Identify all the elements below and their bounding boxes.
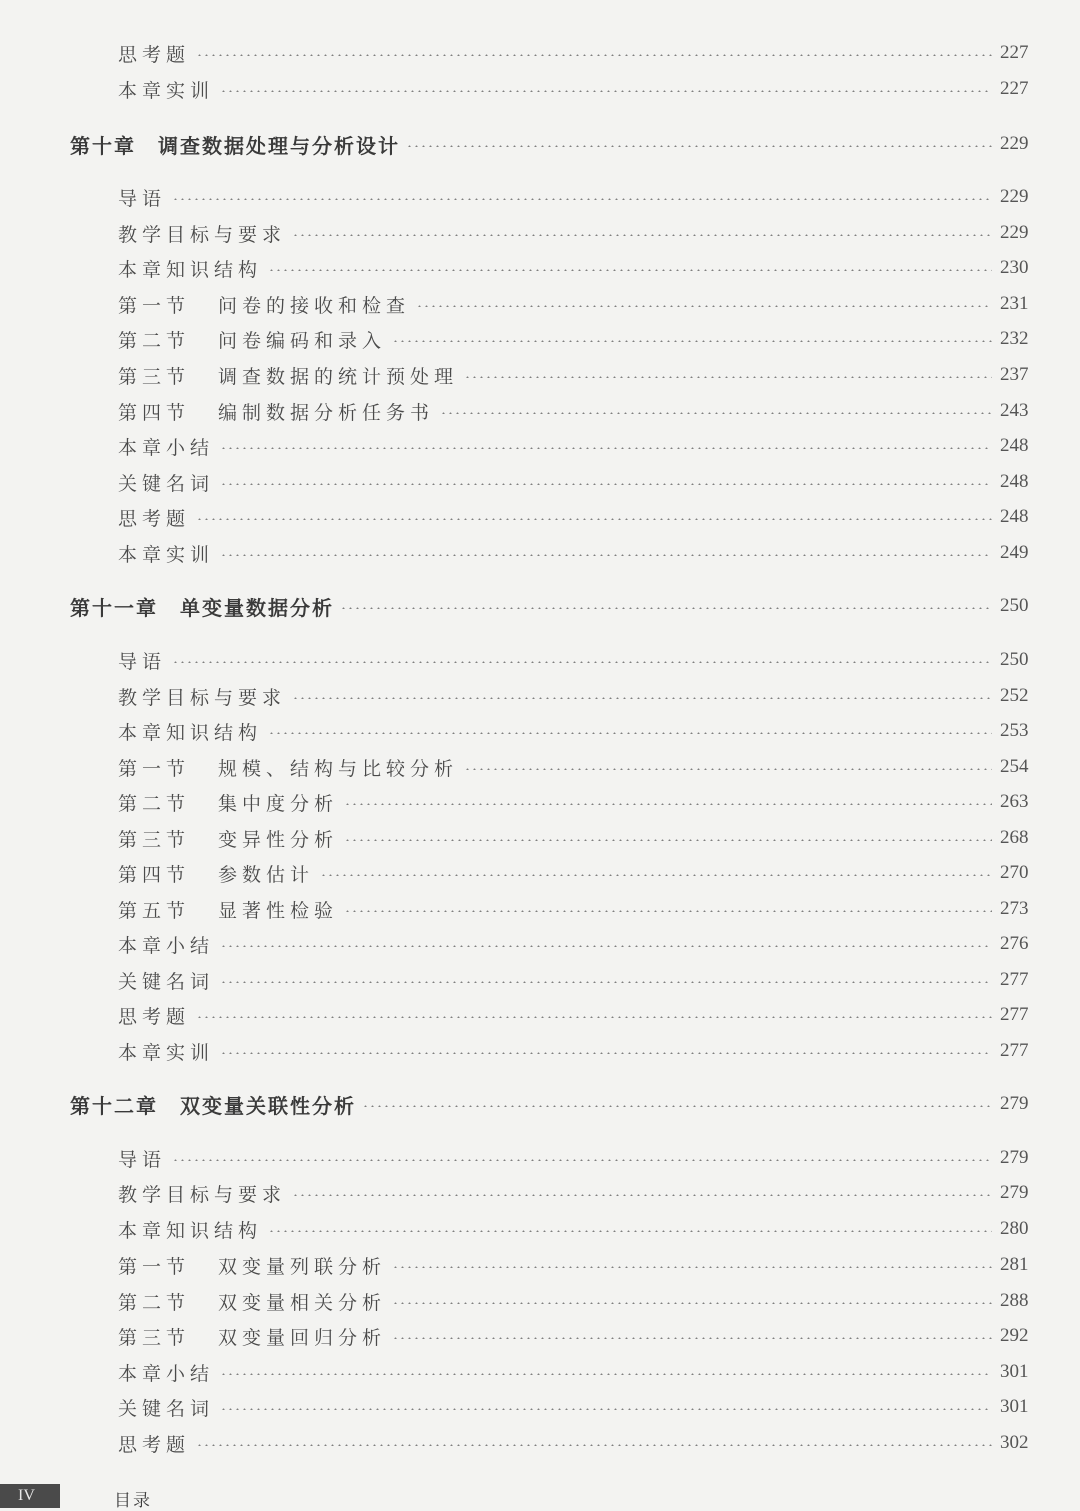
- section-number: 第三节: [118, 365, 191, 388]
- toc-entry-row[interactable]: [0, 1036, 1080, 1066]
- leader-dots: [220, 981, 992, 983]
- leader-dots: [172, 661, 992, 663]
- toc-section-title: [118, 789, 338, 816]
- toc-entry-row[interactable]: [0, 1392, 1080, 1422]
- toc-page-number: 276: [1000, 933, 1029, 954]
- toc-entry-title: 本章实训: [118, 79, 215, 102]
- toc-page-number: 229: [1000, 133, 1029, 154]
- leader-dots: [172, 1159, 992, 1161]
- toc-section-title: [118, 1288, 386, 1315]
- toc-section-title: [118, 1323, 386, 1350]
- toc-section-row[interactable]: [0, 787, 1080, 817]
- toc-entry-title: 导语: [118, 650, 167, 673]
- toc-entry-row[interactable]: [0, 38, 1080, 68]
- toc-chapter-row[interactable]: [0, 591, 1080, 621]
- toc-page-number: 277: [1000, 1004, 1029, 1025]
- section-name: 双变量相关分析: [218, 1291, 387, 1314]
- toc-section-row[interactable]: [0, 858, 1080, 888]
- toc-entry-title: 思考题: [118, 507, 191, 530]
- toc-entry-title: 导语: [118, 187, 167, 210]
- toc-page-number: 268: [1000, 827, 1029, 848]
- toc-entry-title: 思考题: [118, 43, 191, 66]
- toc-section-row[interactable]: [0, 823, 1080, 853]
- section-number: 第三节: [118, 1326, 191, 1349]
- leader-dots: [416, 305, 992, 307]
- toc-entry-title: 本章小结: [118, 436, 215, 459]
- toc-entry-title: 本章小结: [118, 1362, 215, 1385]
- toc-section-title: [118, 291, 410, 318]
- toc-entry-title: 本章小结: [118, 934, 215, 957]
- leader-dots: [220, 554, 992, 556]
- section-number: 第二节: [118, 792, 191, 815]
- leader-dots: [220, 1373, 992, 1375]
- toc-section-row[interactable]: [0, 1286, 1080, 1316]
- toc-section-title: [118, 754, 458, 781]
- toc-page-number: 237: [1000, 364, 1029, 385]
- toc-entry-row[interactable]: [0, 1000, 1080, 1030]
- toc-entry-title: 本章知识结构: [118, 1219, 263, 1242]
- toc-entry-row[interactable]: [0, 253, 1080, 283]
- section-number: 第二节: [118, 329, 191, 352]
- toc-entry-title: 导语: [118, 1148, 167, 1171]
- toc-entry-row[interactable]: [0, 1143, 1080, 1173]
- toc-entry-title: 关键名词: [118, 970, 215, 993]
- toc-entry-row[interactable]: [0, 645, 1080, 675]
- toc-entry-title: 关键名词: [118, 472, 215, 495]
- toc-section-row[interactable]: [0, 1250, 1080, 1280]
- leader-dots: [220, 1408, 992, 1410]
- toc-page-number: 230: [1000, 257, 1029, 278]
- leader-dots: [220, 1052, 992, 1054]
- toc-page-number: 280: [1000, 1218, 1029, 1239]
- section-number: 第一节: [118, 1255, 191, 1278]
- toc-entry-row[interactable]: [0, 467, 1080, 497]
- toc-chapter-title: [70, 592, 334, 621]
- toc-page-number: 302: [1000, 1432, 1029, 1453]
- chapter-name: 双变量关联性分析: [180, 1093, 356, 1118]
- leader-dots: [440, 412, 992, 414]
- toc-section-title: [118, 860, 314, 887]
- section-name: 问卷的接收和检查: [218, 294, 411, 317]
- toc-entry-title: 思考题: [118, 1433, 191, 1456]
- leader-dots: [268, 732, 992, 734]
- toc-entry-row[interactable]: [0, 538, 1080, 568]
- toc-page-number: 250: [1000, 649, 1029, 670]
- section-name: 规模、结构与比较分析: [218, 757, 459, 780]
- toc-section-row[interactable]: [0, 360, 1080, 390]
- toc-entry-row[interactable]: [0, 929, 1080, 959]
- toc-entry-title: 教学目标与要求: [118, 686, 287, 709]
- toc-chapter-row[interactable]: [0, 129, 1080, 159]
- leader-dots: [320, 874, 992, 876]
- leader-dots: [464, 376, 992, 378]
- toc-entry-title: 教学目标与要求: [118, 223, 287, 246]
- page-number-tab: IV: [0, 1484, 60, 1508]
- toc-entry-title: 本章知识结构: [118, 721, 263, 744]
- leader-dots: [196, 1016, 992, 1018]
- toc-page-number: 227: [1000, 78, 1029, 99]
- toc-entry-title: 教学目标与要求: [118, 1183, 287, 1206]
- section-number: 第四节: [118, 401, 191, 424]
- toc-chapter-title: [70, 1090, 356, 1119]
- toc-section-title: [118, 362, 458, 389]
- toc-page-number: 229: [1000, 222, 1029, 243]
- toc-page-number: 249: [1000, 542, 1029, 563]
- toc-section-title: [118, 398, 434, 425]
- leader-dots: [268, 269, 992, 271]
- leader-dots: [268, 1230, 992, 1232]
- toc-page-number: 279: [1000, 1093, 1029, 1114]
- section-name: 双变量回归分析: [218, 1326, 387, 1349]
- toc-entry-row[interactable]: [0, 502, 1080, 532]
- toc-page-number: 250: [1000, 595, 1029, 616]
- toc-section-row[interactable]: [0, 396, 1080, 426]
- toc-page-number: 252: [1000, 685, 1029, 706]
- toc-entry-title: 本章实训: [118, 1041, 215, 1064]
- leader-dots: [344, 803, 992, 805]
- toc-page-number: 277: [1000, 969, 1029, 990]
- chapter-name: 单变量数据分析: [180, 595, 334, 620]
- leader-dots: [220, 90, 992, 92]
- section-name: 问卷编码和录入: [218, 329, 387, 352]
- toc-section-row[interactable]: [0, 752, 1080, 782]
- leader-dots: [344, 910, 992, 912]
- toc-page-number: 248: [1000, 435, 1029, 456]
- leader-dots: [392, 1266, 992, 1268]
- toc-chapter-row[interactable]: [0, 1089, 1080, 1119]
- toc-page-number: 281: [1000, 1254, 1029, 1275]
- section-number: 第二节: [118, 1291, 191, 1314]
- toc-section-row[interactable]: [0, 289, 1080, 319]
- section-name: 双变量列联分析: [218, 1255, 387, 1278]
- leader-dots: [220, 945, 992, 947]
- toc-entry-row[interactable]: [0, 716, 1080, 746]
- running-footer-label: 目录: [114, 1491, 152, 1511]
- toc-entry-title: 本章实训: [118, 543, 215, 566]
- leader-dots: [196, 54, 992, 56]
- toc-entry-row[interactable]: [0, 218, 1080, 248]
- toc-page-number: 248: [1000, 506, 1029, 527]
- leader-dots: [464, 768, 992, 770]
- toc-section-row[interactable]: [0, 324, 1080, 354]
- leader-dots: [220, 483, 992, 485]
- toc-entry-title: 关键名词: [118, 1397, 215, 1420]
- toc-entry-row[interactable]: [0, 182, 1080, 212]
- toc-entry-row[interactable]: [0, 965, 1080, 995]
- leader-dots: [220, 447, 992, 449]
- section-number: 第五节: [118, 899, 191, 922]
- chapter-number: 第十二章: [70, 1093, 158, 1118]
- toc-section-title: [118, 326, 386, 353]
- toc-entry-title: 本章知识结构: [118, 258, 263, 281]
- toc-page-number: 253: [1000, 720, 1029, 741]
- toc-page-number: 254: [1000, 756, 1029, 777]
- leader-dots: [392, 1337, 992, 1339]
- chapter-number: 第十一章: [70, 595, 158, 620]
- toc-chapter-title: [70, 130, 400, 159]
- toc-page-number: 301: [1000, 1396, 1029, 1417]
- toc-page-number: 248: [1000, 471, 1029, 492]
- section-name: 集中度分析: [218, 792, 339, 815]
- toc-section-title: [118, 1252, 386, 1279]
- section-name: 显著性检验: [218, 899, 339, 922]
- toc-page-number: 273: [1000, 898, 1029, 919]
- leader-dots: [392, 340, 992, 342]
- toc-page-number: 263: [1000, 791, 1029, 812]
- toc-entry-row[interactable]: [0, 1357, 1080, 1387]
- leader-dots: [362, 1105, 992, 1107]
- toc-page-number: 277: [1000, 1040, 1029, 1061]
- toc-page-number: 229: [1000, 186, 1029, 207]
- leader-dots: [392, 1302, 992, 1304]
- chapter-number: 第十章: [70, 133, 136, 158]
- toc-page-number: 292: [1000, 1325, 1029, 1346]
- leader-dots: [292, 697, 992, 699]
- toc-entry-row[interactable]: [0, 1178, 1080, 1208]
- section-name: 变异性分析: [218, 828, 339, 851]
- section-number: 第三节: [118, 828, 191, 851]
- toc-page-number: 288: [1000, 1290, 1029, 1311]
- toc-page-number: 232: [1000, 328, 1029, 349]
- leader-dots: [344, 839, 992, 841]
- toc-entry-title: 思考题: [118, 1005, 191, 1028]
- section-number: 第四节: [118, 863, 191, 886]
- chapter-name: 调查数据处理与分析设计: [158, 133, 400, 158]
- toc-page-number: 243: [1000, 400, 1029, 421]
- toc-page-number: 301: [1000, 1361, 1029, 1382]
- toc-page-number: 231: [1000, 293, 1029, 314]
- toc-page-number: 270: [1000, 862, 1029, 883]
- toc-page-number: 227: [1000, 42, 1029, 63]
- leader-dots: [340, 607, 992, 609]
- section-name: 编制数据分析任务书: [218, 401, 435, 424]
- toc-entry-row[interactable]: [0, 431, 1080, 461]
- leader-dots: [172, 198, 992, 200]
- toc-section-row[interactable]: [0, 894, 1080, 924]
- section-number: 第一节: [118, 757, 191, 780]
- toc-entry-row[interactable]: [0, 681, 1080, 711]
- leader-dots: [196, 518, 992, 520]
- leader-dots: [406, 145, 992, 147]
- toc-page-number: 279: [1000, 1182, 1029, 1203]
- leader-dots: [292, 1194, 992, 1196]
- section-number: 第一节: [118, 294, 191, 317]
- leader-dots: [292, 234, 992, 236]
- toc-entry-row[interactable]: [0, 74, 1080, 104]
- toc-section-title: [118, 825, 338, 852]
- section-name: 参数估计: [218, 863, 315, 886]
- toc-section-title: [118, 896, 338, 923]
- toc-entry-row[interactable]: [0, 1428, 1080, 1458]
- toc-page-number: 279: [1000, 1147, 1029, 1168]
- toc-entry-row[interactable]: [0, 1214, 1080, 1244]
- section-name: 调查数据的统计预处理: [218, 365, 459, 388]
- toc-section-row[interactable]: [0, 1321, 1080, 1351]
- leader-dots: [196, 1444, 992, 1446]
